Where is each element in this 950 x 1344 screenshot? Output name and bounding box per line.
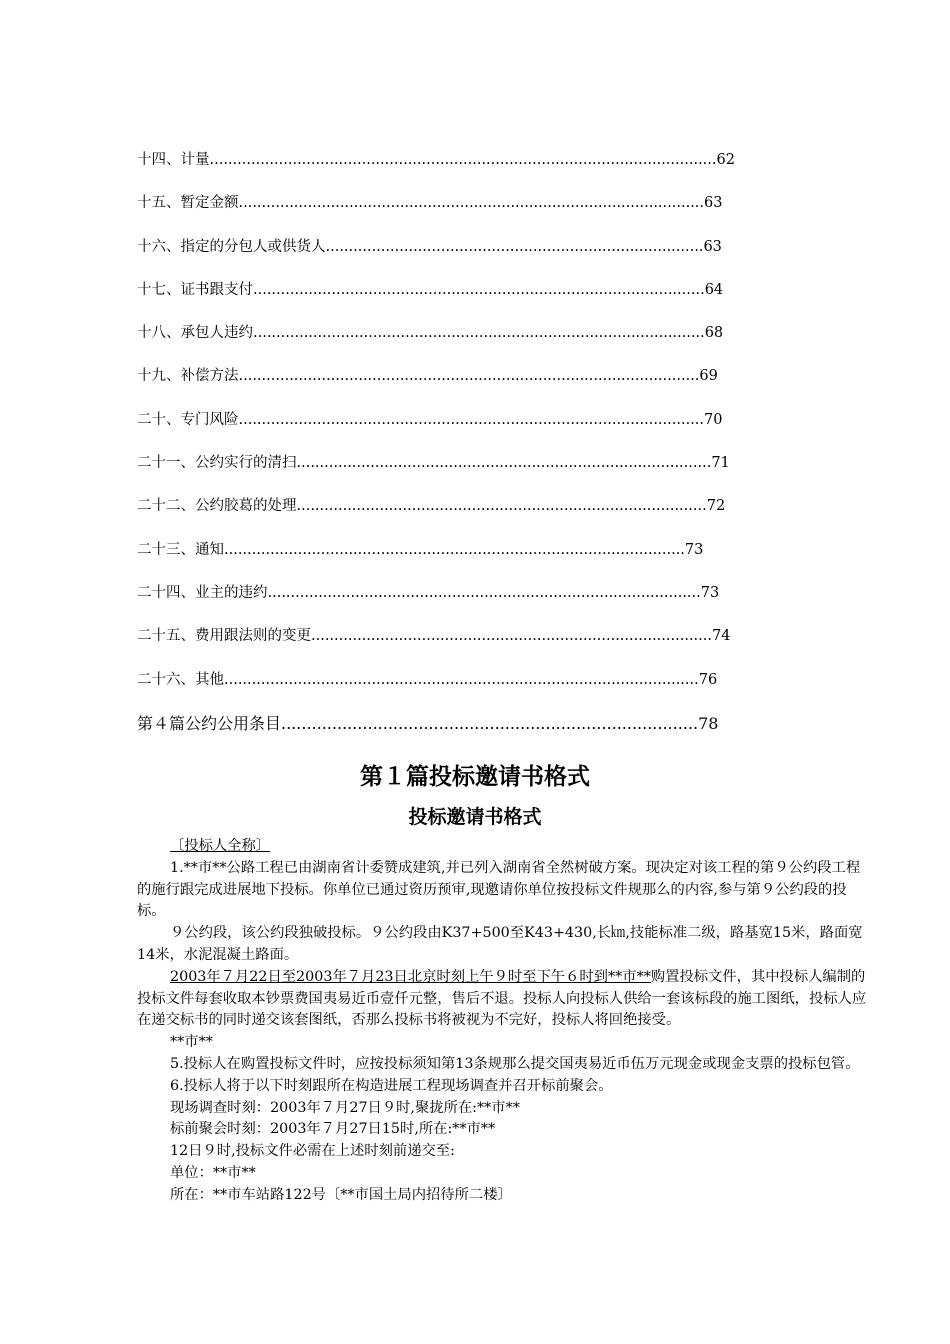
toc-page-number: 62 [716,152,735,168]
toc-entry[interactable] [137,191,837,234]
paragraph-3-rest: 购置投标文件，其中投标人编制的投标文件每套收取本钞票费国夷易近币壹仟元整，售后不退。投标人向投标人供给一套该标段的施工图纸，投标人应在递交标书的同时递交该套图纸，否那么投标书将被视为不完好，投标人将回绝接受。 [137,968,867,1029]
toc-entry-label: 十七、证书跟支付 [137,281,253,298]
toc-page-number: 70 [704,411,723,428]
toc-entry-label: 第４篇公约公用条目 [137,713,282,733]
toc-entry-label: 二十、专门风险 [137,411,239,428]
toc-entry-label: 二十五、费用跟法则的变更 [137,628,311,645]
toc-leader-dots: .......................................................................................... [296,455,712,472]
toc-page-number: 68 [704,325,724,342]
toc-entry-label: 十六、指定的分包人或供货人 [137,238,326,255]
toc-entry-label: 二十四、业主的违约 [137,584,268,601]
toc-entry[interactable] [137,148,837,191]
toc-leader-dots: ....................................................................................... [311,628,712,645]
toc-entry[interactable] [137,711,837,745]
toc-page-number: 71 [711,455,730,472]
submission-deadline: 12日９时,投标文件必需在上述时刻前递交至: [170,1143,455,1160]
addressee: 〔投标人全称〕 [170,838,271,854]
toc-entry-label: 二十六、其他 [137,671,224,688]
paragraph-1: 1.**市**公路工程已由湖南省计委赞成建筑,并已列入湖南省全然树破方案。现决定对该工程的第９公约段工程的施行跟完成进展地下投标。你单位已通过资历预审,现邀请你单位按投标文件规那么的内容,参与第９公约段的投标。 [137,859,861,920]
toc-entry-label: 二十二、公约胶葛的处理 [137,498,297,515]
toc-entry[interactable] [137,278,837,321]
toc-leader-dots: .................................................................................. [281,713,699,733]
submission-unit: 单位：**市** [170,1164,256,1181]
toc-entry[interactable] [137,364,837,407]
toc-entry[interactable] [137,408,837,451]
toc-page-number: 69 [699,368,718,385]
toc-leader-dots: ..................................................................................................... [238,411,705,428]
toc-leader-dots: .................................................................................................... [238,368,700,385]
paragraph-2: ９公约段，该公约段独破投标。９公约段由K37+500至K43+430,长㎞,技能标准二级，路基宽15米，路面宽14米，水泥混凝土路面。 [137,925,863,963]
pre-bid-meeting-time: 标前聚会时刻：2003年７月27日15时,所在:**市** [170,1121,496,1138]
toc-leader-dots: .................................................................................. [325,238,704,255]
toc-entry-label: 十九、补偿方法 [137,368,239,385]
paragraph-3 [137,967,872,1032]
submission-address: 所在：**市车站路122号〔**市国土局内招待所二楼〕 [170,1186,512,1203]
toc-page-number: 63 [704,195,723,212]
toc-leader-dots: .............................................................................................................. [209,152,717,168]
toc-entry-label: 二十一、公约实行的清扫 [137,455,297,472]
invitation-body [137,836,872,1207]
toc-entry[interactable] [137,668,837,711]
toc-leader-dots: ....................................................................................................... [224,671,699,688]
toc-entry[interactable] [137,624,837,667]
toc-leader-dots: .................................................................................................. [253,325,705,342]
toc-page-number: 73 [700,584,720,601]
toc-entry[interactable] [137,581,837,624]
section-heading: 投标邀请书格式 [408,806,542,828]
toc-leader-dots: .................................................................................................... [224,541,685,558]
toc-leader-dots: ..................................................................................................... [238,195,705,212]
toc-page-number: 76 [698,671,718,688]
toc-entry[interactable] [137,538,837,581]
toc-entry-label: 十五、暂定金额 [137,195,239,212]
toc-page-number: 73 [684,541,704,558]
toc-entry[interactable] [137,235,837,278]
toc-page-number: 78 [698,713,719,733]
paragraph-6: 6.投标人将于以下时刻跟所在构造进展工程现场调查并召开标前聚会。 [170,1077,613,1094]
toc-page-number: 72 [706,498,726,515]
toc-entry-label: 二十三、通知 [137,541,224,558]
toc-entry-label: 十八、承包人违约 [137,325,253,342]
paragraph-5: 5.投标人在购置投标文件时，应按投标须知第13条规那么提交国夷易近币伍万元现金或现金支票的投标包管。 [170,1055,860,1072]
toc-page-number: 64 [704,281,724,298]
toc-entry-label: 十四、计量 [137,152,210,168]
toc-leader-dots: .................................................................................................. [253,281,705,298]
part-heading: 第１篇投标邀请书格式 [360,764,590,790]
toc-entry[interactable] [137,321,837,364]
paragraph-4: **市** [170,1034,213,1051]
toc-entry[interactable] [137,451,837,494]
toc-page-number: 63 [703,238,722,255]
toc-leader-dots: .............................................................................................. [267,584,701,601]
toc-leader-dots: ......................................................................................... [296,498,707,515]
site-survey-time: 现场调查时刻：2003年７月27日９时,聚拢所在:**市** [170,1099,520,1116]
table-of-contents [137,148,837,745]
toc-page-number: 74 [712,628,731,645]
purchase-period: 2003年７月22日至2003年７月23日北京时刻上午９时至下午６时到**市** [170,968,651,985]
toc-entry[interactable] [137,494,837,537]
